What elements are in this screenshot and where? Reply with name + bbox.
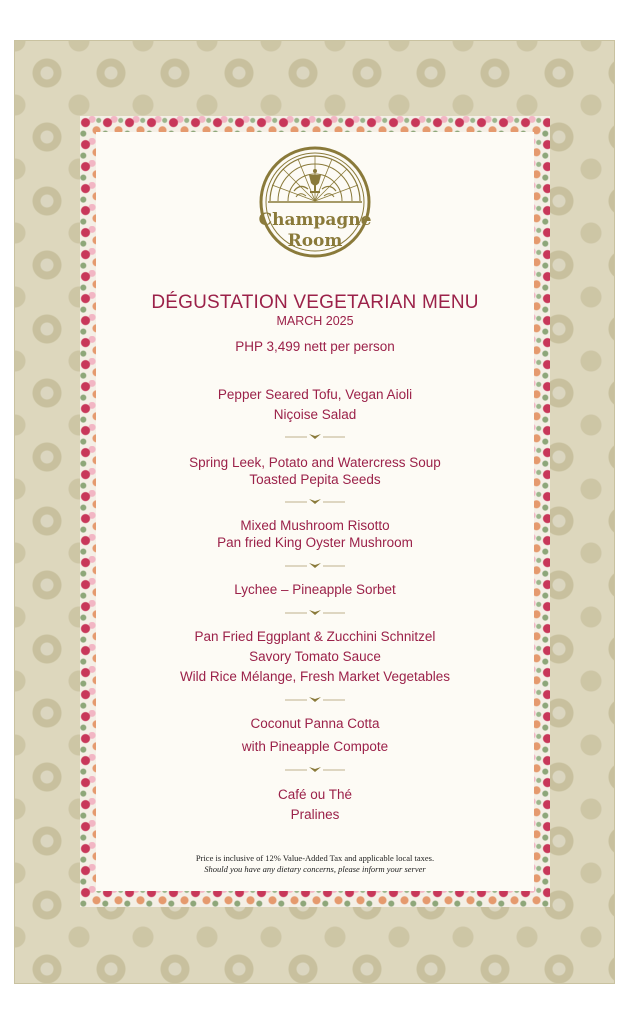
course-line: Mixed Mushroom Risotto	[240, 518, 390, 533]
menu-title: DÉGUSTATION VEGETARIAN MENU	[151, 292, 479, 313]
ornament-divider-icon	[283, 696, 347, 704]
logo-line2: Room	[287, 231, 343, 251]
course-5	[96, 628, 534, 688]
course-line: Pralines	[290, 807, 340, 822]
ornament-divider-icon	[283, 766, 347, 774]
course-line: Coconut Panna Cotta	[250, 716, 380, 731]
menu-price: PHP 3,499 nett per person	[235, 339, 395, 354]
course-line: Pepper Seared Tofu, Vegan Aioli	[217, 387, 413, 402]
menu-date: MARCH 2025	[276, 314, 354, 328]
ornament-divider-icon	[283, 433, 347, 441]
course-6	[96, 715, 534, 758]
course-4	[96, 581, 534, 598]
course-line: Spring Leek, Potato and Watercress Soup	[189, 455, 441, 470]
tax-note: Price is inclusive of 12% Value-Added Tax and applicable local taxes.	[195, 853, 435, 863]
course-line: with Pineapple Compote	[241, 739, 389, 754]
ornament-divider-icon	[283, 562, 347, 570]
ornament-divider-icon	[283, 498, 347, 506]
course-line: Café ou Thé	[277, 787, 353, 802]
course-line: Savory Tomato Sauce	[249, 649, 381, 664]
course-3	[96, 517, 534, 551]
course-line: Toasted Pepita Seeds	[249, 472, 381, 487]
course-2	[96, 454, 534, 488]
logo-line1: Champagne	[258, 210, 372, 230]
course-line: Niçoise Salad	[273, 407, 357, 422]
course-1	[96, 386, 534, 426]
course-line: Lychee – Pineapple Sorbet	[234, 582, 396, 597]
dietary-note: Should you have any dietary concerns, please inform your server	[204, 864, 426, 874]
champagne-room-logo	[258, 145, 372, 259]
ornament-divider-icon	[283, 609, 347, 617]
course-line: Pan Fried Eggplant & Zucchini Schnitzel	[194, 629, 436, 644]
course-7	[96, 786, 534, 826]
course-line: Pan fried King Oyster Mushroom	[217, 535, 413, 550]
course-line: Wild Rice Mélange, Fresh Market Vegetables	[179, 669, 451, 684]
